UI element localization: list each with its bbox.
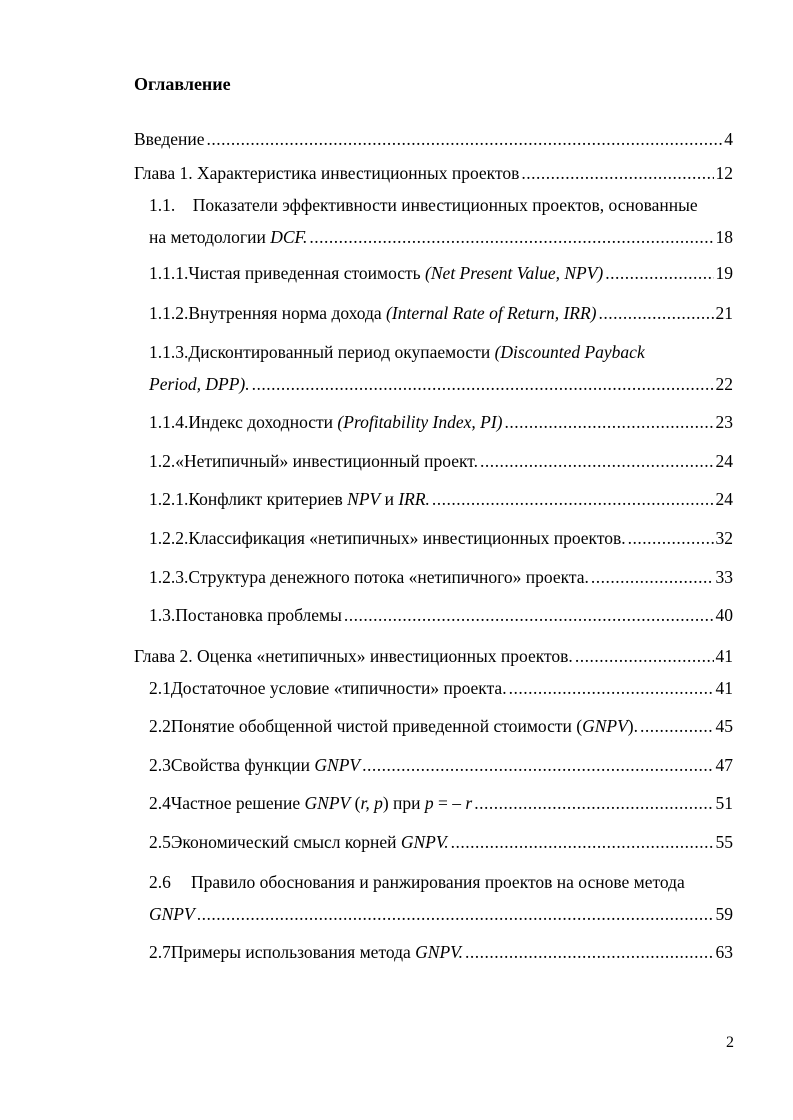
toc-entry-1-1-1[interactable] [149,262,733,284]
toc-entry-title: Глава 1. Характеристика инвестиционных проектов [134,163,520,183]
toc-entry-1-1-3-line1[interactable] [149,341,645,363]
toc-entry-1-1-line1[interactable] [149,194,698,216]
toc-entry-number: 2.3 [149,755,171,775]
toc-entry-2-2[interactable] [149,715,733,737]
toc-entry-number: 1.1. [149,195,176,215]
toc-entry-title: Period, DPP). [149,374,250,394]
leader-dots [504,411,713,433]
toc-entry-title: Классификация «нетипичных» инвестиционных проектов. [188,528,626,548]
toc-entry-1-2-3[interactable] [149,566,733,588]
leader-dots [465,941,714,963]
toc-entry-title: Экономический смысл корней GNPV. [170,832,449,852]
toc-entry-page: 18 [715,227,733,247]
toc-entry-number: 2.7 [149,942,171,962]
toc-entry-page: 41 [715,646,733,666]
toc-entry-page: 63 [715,942,733,962]
toc-entry-title: Понятие обобщенной чистой приведенной стоимости (GNPV). [170,716,638,736]
toc-entry-title: GNPV [149,904,195,924]
leader-dots [432,488,714,510]
toc-entry-page: 41 [715,678,733,698]
toc-entry-1-2-1[interactable] [149,488,733,510]
toc-entry-page: 24 [715,489,733,509]
toc-entry-page: 51 [715,793,733,813]
toc-entry-2-4[interactable] [149,792,733,814]
toc-entry-number: 2.2 [149,716,171,736]
toc-entry-page: 45 [715,716,733,736]
toc-entry-page: 12 [715,163,733,183]
toc-entry-title: Конфликт критериев NPV и IRR. [188,489,430,509]
leader-dots [207,128,723,150]
leader-dots [197,903,714,925]
toc-entry-title: Структура денежного потока «нетипичного» проекта. [188,567,589,587]
toc-entry-page: 24 [715,451,733,471]
toc-entry-title: Индекс доходности (Profitability Index, PI) [188,412,503,432]
leader-dots [575,645,714,667]
toc-entry-title: Введение [134,129,205,149]
leader-dots [309,226,713,248]
toc-entry-number: 1.1.3. [149,342,189,362]
toc-entry-title: Частное решение GNPV (r, p) при p = – r [170,793,473,813]
toc-entry-2-6[interactable] [149,903,733,925]
toc-entry-number: 2.6 [149,872,171,892]
page-number: 2 [726,1034,734,1051]
toc-entry-title: на методологии DCF. [149,227,308,247]
leader-dots [640,715,714,737]
toc-entry-title: Правило обоснования и ранжирования проектов на основе метода [191,872,685,892]
toc-entry-title: Глава 2. Оценка «нетипичных» инвестиционных проектов. [134,646,573,666]
toc-entry-number: 2.4 [149,793,171,813]
toc-entry-2-5[interactable] [149,831,733,853]
toc-entry-number: 1.1.1. [149,263,189,283]
toc-entry-1-2[interactable] [149,450,733,472]
toc-entry-1-1-4[interactable] [149,411,733,433]
toc-entry-introduction[interactable] [134,128,733,150]
toc-entry-number: 1.2.2. [149,528,189,548]
leader-dots [474,792,713,814]
toc-entry-page: 21 [715,303,733,323]
toc-entry-1-3[interactable] [149,604,733,626]
leader-dots [252,373,714,395]
toc-entry-2-3[interactable] [149,754,733,776]
toc-entry-page: 59 [715,904,733,924]
leader-dots [598,302,713,324]
toc-entry-chapter-2[interactable] [134,645,733,667]
toc-entry-1-1-2[interactable] [149,302,733,324]
leader-dots [628,527,714,549]
toc-entry-title: Показатели эффективности инвестиционных проектов, основанные [192,195,698,215]
toc-entry-title: Свойства функции GNPV [170,755,361,775]
toc-entry-title: Внутренняя норма дохода (Internal Rate of Return, IRR) [188,303,597,323]
toc-entry-2-6-line1[interactable] [149,871,685,893]
toc-entry-2-7[interactable] [149,941,733,963]
leader-dots [362,754,713,776]
toc-entry-title: «Нетипичный» инвестиционный проект. [175,451,478,471]
toc-entry-number: 1.2.1. [149,489,189,509]
toc-entry-1-1-3[interactable] [149,373,733,395]
toc-entry-1-2-2[interactable] [149,527,733,549]
toc-entry-number: 1.3. [149,605,176,625]
toc-entry-page: 47 [715,755,733,775]
leader-dots [344,604,714,626]
toc-entry-chapter-1[interactable] [134,162,733,184]
toc-entry-2-1[interactable] [149,677,733,699]
toc-entry-title: Постановка проблемы [175,605,342,625]
toc-entry-page: 19 [715,263,733,283]
toc-entry-page: 33 [715,567,733,587]
toc-entry-title: Достаточное условие «типичности» проекта. [170,678,507,698]
toc-entry-title: Дисконтированный период окупаемости (Discounted Payback [188,342,645,362]
toc-entry-page: 40 [715,605,733,625]
toc-entry-title: Чистая приведенная стоимость (Net Present Value, NPV) [188,263,604,283]
toc-entry-page: 22 [715,374,733,394]
leader-dots [605,262,713,284]
leader-dots [521,162,713,184]
toc-entry-page: 23 [715,412,733,432]
leader-dots [591,566,714,588]
toc-entry-page: 4 [724,129,733,149]
toc-entry-number: 1.1.2. [149,303,189,323]
toc-entry-page: 32 [715,528,733,548]
leader-dots [451,831,714,853]
leader-dots [480,450,714,472]
toc-entry-page: 55 [715,832,733,852]
toc-entry-title: Примеры использования метода GNPV. [170,942,463,962]
toc-entry-number: 2.5 [149,832,171,852]
toc-entry-1-1[interactable] [149,226,733,248]
toc-entry-number: 1.2. [149,451,176,471]
toc-entry-number: 1.1.4. [149,412,189,432]
leader-dots [509,677,714,699]
toc-entry-number: 1.2.3. [149,567,189,587]
toc-heading: Оглавление [134,74,231,94]
toc-entry-number: 2.1 [149,678,171,698]
